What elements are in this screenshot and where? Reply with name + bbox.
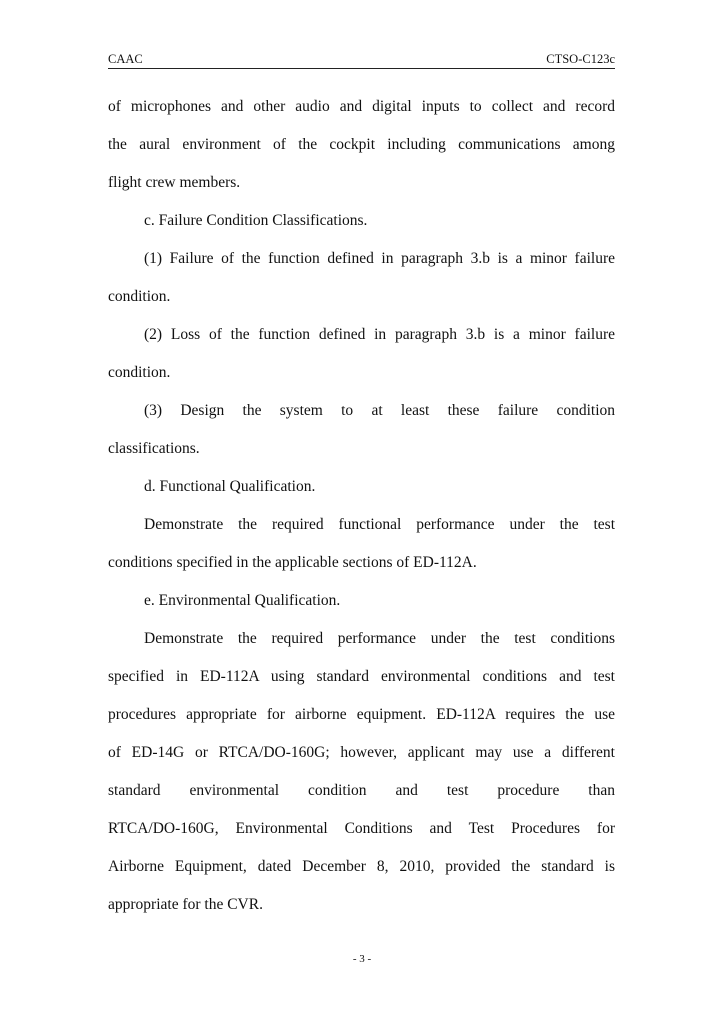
section-heading-c: c. Failure Condition Classifications. xyxy=(144,212,368,229)
body-line: standard environmental condition and test procedure than xyxy=(108,782,615,799)
body-line: (1) Failure of the function defined in paragraph 3.b is a minor failure xyxy=(144,250,615,267)
body-line: of microphones and other audio and digital inputs to collect and record xyxy=(108,98,615,115)
body-line: the aural environment of the cockpit including communications among xyxy=(108,136,615,153)
body-line: Demonstrate the required functional performance under the test xyxy=(144,516,615,533)
body-line: classifications. xyxy=(108,440,200,457)
body-line: of ED-14G or RTCA/DO-160G; however, applicant may use a different xyxy=(108,744,615,761)
body-line: appropriate for the CVR. xyxy=(108,896,263,913)
page-number: - 3 - xyxy=(352,953,372,965)
body-line: RTCA/DO-160G, Environmental Conditions and Test Procedures for xyxy=(108,820,615,837)
body-line: condition. xyxy=(108,364,171,381)
body-line: specified in ED-112A using standard environmental conditions and test xyxy=(108,668,615,685)
body-line: condition. xyxy=(108,288,171,305)
body-line: Demonstrate the required performance under the test conditions xyxy=(144,630,615,647)
page-header xyxy=(108,50,615,69)
body-line: conditions specified in the applicable sections of ED-112A. xyxy=(108,554,477,571)
body-line: (2) Loss of the function defined in paragraph 3.b is a minor failure xyxy=(144,326,615,343)
body-line: procedures appropriate for airborne equipment. ED-112A requires the use xyxy=(108,706,615,723)
body-line: flight crew members. xyxy=(108,174,241,191)
header-organization: CAAC xyxy=(108,52,143,66)
section-heading-d: d. Functional Qualification. xyxy=(144,478,316,495)
section-heading-e: e. Environmental Qualification. xyxy=(144,592,341,609)
header-document-id: CTSO-C123c xyxy=(546,52,615,66)
body-line: (3) Design the system to at least these failure condition xyxy=(144,402,615,419)
body-line: Airborne Equipment, dated December 8, 2010, provided the standard is xyxy=(108,858,615,875)
